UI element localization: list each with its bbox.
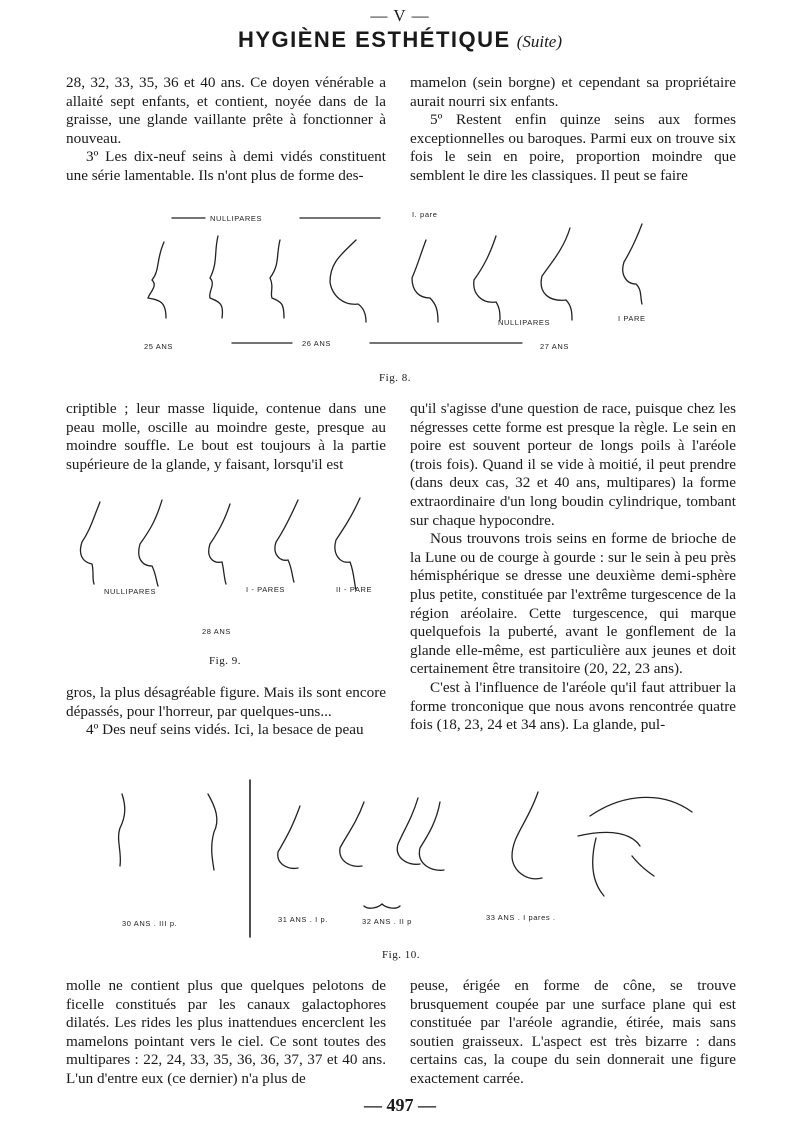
figure-label: II - PARE: [336, 585, 373, 594]
figure-label: 30 ANS . III p.: [122, 919, 178, 928]
figure-label: 31 ANS . I p.: [278, 915, 328, 924]
text-block-3-right: [410, 977, 736, 1089]
text-block-2-right: [410, 400, 736, 735]
figure-10: [92, 772, 717, 942]
paragraph: molle ne contient plus que quelques pelotons de ficelle constitués par les canaux galactophores dilatés. Les rides les plus inattendues encerclent les mamelons pointant vers le ciel. Ce sont toutes des multipares : 22, 24, 33, 35, 36, 36, 37, 37 et 40 ans. L'un d'entre eux (ce dernier) n'a plus de: [66, 977, 386, 1087]
breast-sketch: [208, 794, 217, 870]
breast-sketch: [419, 802, 444, 870]
breast-sketch: [275, 500, 298, 582]
text-block-3-left: [66, 977, 386, 1089]
breast-sketch: [541, 228, 572, 320]
figure-label: NULLIPARES: [498, 318, 551, 327]
figure-10-caption: Fig. 10.: [382, 949, 420, 961]
breast-sketch: [278, 806, 300, 868]
paragraph: mamelon (sein borgne) et cependant sa propriétaire aurait nourri six enfants.: [410, 74, 736, 110]
figure-label: 32 ANS . II p: [362, 917, 412, 926]
page-number: — 497 —: [364, 1095, 436, 1115]
breast-sketch: [335, 498, 360, 590]
paragraph: gros, la plus désagréable figure. Mais ils sont encore dépassés, pour l'horreur, par quelques-uns...: [66, 684, 386, 720]
title-text: HYGIÈNE ESTHÉTIQUE: [237, 27, 511, 52]
breast-sketch: [623, 224, 642, 304]
paragraph: criptible ; leur masse liquide, contenue dans une peau molle, oscille au moindre geste, presque au moindre souffle. Le bout est toujours à la partie supérieure de la glande, y faisant, lorsqu'il est: [66, 400, 386, 473]
figure-brace: [364, 904, 400, 908]
breast-sketch: [340, 802, 364, 866]
breast-sketch: [139, 500, 162, 586]
paragraph: Nous trouvons trois seins en forme de brioche de la Lune ou de courge à gourde : sur le sein à peu près hémisphérique se dresse une deuxième demi-sphère plus petite, constituée par l'extrême turgescence de la région aréolaire. Cette turgescence, qui marque quelquefois la puberté, avant le gonflement de la glande elle-même, est particulière aux jeunes et doit certainement être transitoire (20, 22, 23 ans).: [410, 530, 736, 678]
figure-9: [70, 492, 390, 647]
running-head: — V —: [370, 6, 430, 25]
paragraph: 5º Restent enfin quinze seins aux formes exceptionnelles ou baroques. Parmi eux on trouve six fois le sein en poire, proportion moindre que semblent le dire les classiques. Il peut se faire: [410, 111, 736, 184]
paragraph: peuse, érigée en forme de cône, se trouve brusquement coupée par une surface plane qui est constituée par l'aréole agrandie, étirée, mais sans soutien graisseux. L'aspect est très bizarre : dans certains cas, la coupe du sein donnerait une figure exactement carrée.: [410, 977, 736, 1087]
text-block-2-left: [66, 400, 386, 474]
page-title: [0, 27, 800, 53]
figure-label: I - PARES: [246, 585, 286, 594]
figure-8: [120, 200, 710, 365]
breast-sketch: [80, 502, 100, 584]
figure-label: NULLIPARES: [210, 214, 263, 223]
figure-label: I PARE: [618, 314, 646, 323]
text-block-1-right: [410, 74, 736, 186]
figure-label: 33 ANS . I pares .: [486, 913, 556, 922]
paragraph: 3º Les dix-neuf seins à demi vidés constituent une série lamentable. Ils n'ont plus de forme des-: [66, 148, 386, 184]
breast-sketch: [590, 797, 692, 816]
text-block-1-left: [66, 74, 386, 186]
breast-sketch: [412, 240, 438, 322]
figure-label: 26 ANS: [302, 339, 332, 348]
breast-sketch: [593, 838, 604, 896]
breast-sketch: [330, 240, 366, 322]
breast-sketch: [632, 856, 654, 876]
breast-sketch: [270, 240, 284, 318]
text-block-2b-left: [66, 684, 386, 740]
breast-sketch: [474, 236, 500, 320]
paragraph: qu'il s'agisse d'une question de race, puisque chez les négresses cette forme est presque la règle. Le sein en poire est souvent porteur de longs poils à l'aréole (trois fois). Quand il se vide à moitié, il peut prendre (dans deux cas, 32 et 40 ans, multipares) la forme extraordinaire d'un long boudin cylindrique, tombant sur chaque hypocondre.: [410, 400, 736, 529]
breast-sketch: [210, 236, 223, 318]
figure-label: NULLIPARES: [104, 587, 157, 596]
figure-8-caption: Fig. 8.: [379, 372, 411, 384]
figure-label: 28 ANS: [202, 627, 232, 636]
breast-sketch: [397, 798, 420, 864]
paragraph: 28, 32, 33, 35, 36 et 40 ans. Ce doyen vénérable a allaité sept enfants, et contient, noyée dans de la graisse, une glande vaillante prête à fonctionner à nouveau.: [66, 74, 386, 147]
breast-sketch: [578, 832, 640, 846]
paragraph: C'est à l'influence de l'aréole qu'il faut attribuer la forme tronconique que nous avons rencontrée quatre fois (18, 23, 24 et 34 ans). La glande, pul-: [410, 678, 736, 734]
figure-label: I. pare: [412, 210, 438, 219]
breast-sketch: [512, 792, 542, 879]
figure-9-caption: Fig. 9.: [209, 655, 241, 667]
title-suffix: (Suite): [516, 32, 563, 51]
paragraph: 4º Des neuf seins vidés. Ici, la besace de peau: [86, 721, 364, 739]
breast-sketch: [209, 504, 230, 584]
figure-label: 27 ANS: [540, 342, 570, 351]
breast-sketch: [148, 242, 166, 318]
breast-sketch: [119, 794, 125, 866]
figure-label: 25 ANS: [144, 342, 174, 351]
